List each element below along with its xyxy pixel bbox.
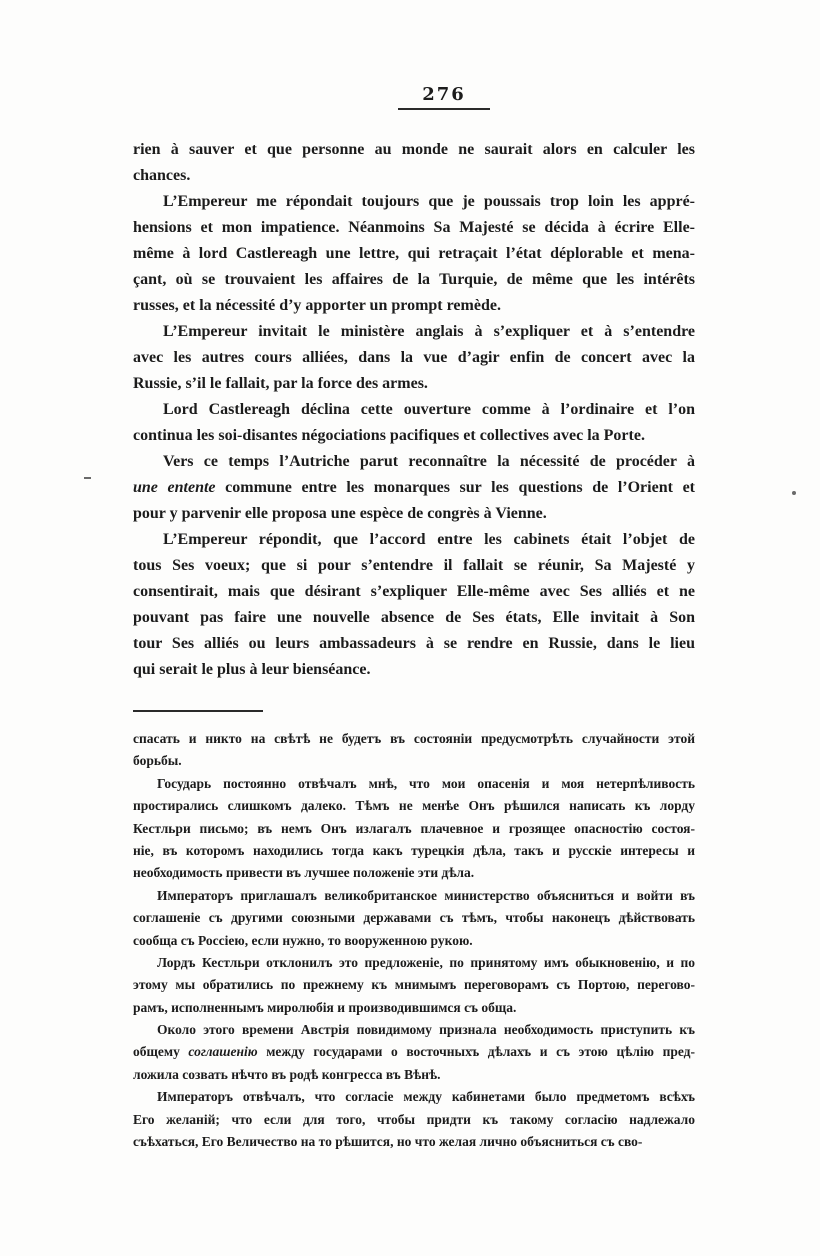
paragraph (133, 773, 695, 885)
text-line: tour Ses alliés ou leurs ambassadeurs à se rendre en Russie, dans le lieu (133, 635, 695, 652)
paragraph (133, 397, 695, 449)
text-line: çant, où se trouvaient les affaires de la Turquie, de même que les intérêts (133, 271, 695, 288)
paragraph (133, 137, 695, 189)
text-line: Государь постоянно отвѣчалъ мнѣ, что мои опасенія и моя нетерпѣливость (157, 775, 695, 791)
text-line: L’Empereur invitait le ministère anglais à s’expliquer et à s’entendre (163, 323, 695, 340)
text-line: съѣхаться, Его Величество на то рѣшится, но что желая лично объясниться съ сво- (133, 1134, 643, 1150)
text-line: сообща съ Россіею, если нужно, то вооруженною рукою. (133, 932, 473, 948)
text-line: Императоръ приглашалъ великобританское министерство объясниться и войти въ (157, 887, 695, 903)
text-line: continua les soi-disantes négociations pacifiques et collectives avec la Porte. (133, 427, 645, 444)
scan-speck (792, 491, 796, 495)
paragraph (133, 1019, 695, 1086)
text-line: ніе, въ которомъ находились тогда какъ турецкія дѣла, такъ и русскіе интересы и (133, 842, 695, 858)
text-line: общему соглашенію между государами о восточныхъ дѣлахъ и съ этою цѣлію пред- (133, 1044, 695, 1060)
text-line: борьбы. (133, 753, 182, 769)
text-line: russes, et la nécessité d’y apporter un prompt remède. (133, 297, 501, 314)
text-line: Лордъ Кестльри отклонилъ это предложеніе, по принятому имъ обыкновенію, и по (157, 954, 695, 970)
text-line: chances. (133, 167, 191, 184)
page-number-underline (398, 108, 490, 110)
text-line: hensions et mon impatience. Néanmoins Sa Majesté se décida à écrire Elle- (133, 219, 695, 236)
text-line: Russie, s’il le fallait, par la force des armes. (133, 375, 428, 392)
footnote-separator-rule (133, 710, 263, 712)
text-line: ложила созвать нѣчто въ родѣ конгресса въ Вѣнѣ. (133, 1066, 441, 1082)
scan-speck (84, 477, 91, 479)
text-line: tous Ses voeux; que si pour s’entendre il fallait se réunir, Sa Majesté y (133, 557, 695, 574)
text-line: простирались слишкомъ далеко. Тѣмъ не менѣе Онъ рѣшился написать къ лорду (133, 798, 695, 814)
text-line: rien à sauver et que personne au monde ne saurait alors en calculer les (133, 141, 695, 158)
text-line: L’Empereur répondit, que l’accord entre les cabinets était l’objet de (163, 531, 695, 548)
text-line: соглашеніе съ другими союзными державами съ тѣмъ, чтобы наконецъ дѣйствовать (133, 910, 695, 926)
text-line: qui serait le plus à leur bienséance. (133, 661, 371, 678)
russian-footnote-block (133, 728, 695, 1153)
paragraph (133, 527, 695, 683)
text-line: необходимость привести въ лучшее положеніе эти дѣла. (133, 865, 475, 881)
paragraph (133, 319, 695, 397)
paragraph (133, 189, 695, 319)
text-line: même à lord Castlereagh une lettre, qui retraçait l’état déplorable et mena- (133, 245, 695, 262)
text-line: Lord Castlereagh déclina cette ouverture comme à l’ordinaire et l’on (163, 401, 695, 418)
text-line: consentirait, mais que désirant s’expliquer Elle-même avec Ses alliés et ne (133, 583, 695, 600)
text-line: pouvant pas faire une nouvelle absence de Ses états, Elle invitait à Son (133, 609, 695, 626)
text-line: Около этого времени Австрія повидимому признала необходимость приступить къ (157, 1022, 695, 1038)
french-text-block (133, 137, 695, 683)
paragraph (133, 449, 695, 527)
text-line: спасать и никто на свѣтѣ не будетъ въ состояніи предусмотрѣть случайности этой (133, 731, 695, 746)
paragraph (133, 1086, 695, 1153)
text-line: L’Empereur me répondait toujours que je poussais trop loin les appré- (163, 193, 695, 210)
text-line: une entente commune entre les monarques sur les questions de l’Orient et (133, 479, 695, 496)
text-line: рамъ, исполненнымъ миролюбія и производившимся съ обща. (133, 999, 517, 1015)
text-line: Vers ce temps l’Autriche parut reconnaître la nécessité de procéder à (163, 453, 695, 470)
paragraph (133, 885, 695, 952)
text-line: avec les autres cours alliées, dans la vue d’agir enfin de concert avec la (133, 349, 695, 366)
text-line: Кестльри письмо; въ немъ Онъ излагалъ плачевное и грозящее опасностію состоя- (133, 820, 695, 836)
text-line: Его желаній; что если для того, чтобы придти къ такому согласію надлежало (133, 1111, 695, 1127)
paragraph (133, 728, 695, 773)
text-line: этому мы обратились по прежнему къ мнимымъ переговорамъ съ Портою, перегово- (133, 977, 695, 993)
page-header (398, 84, 490, 110)
text-line: pour y parvenir elle proposa une espèce de congrès à Vienne. (133, 505, 547, 522)
text-line: Императоръ отвѣчалъ, что согласіе между кабинетами было предметомъ всѣхъ (157, 1089, 695, 1105)
page-number: 276 (422, 84, 466, 105)
paragraph (133, 952, 695, 1019)
